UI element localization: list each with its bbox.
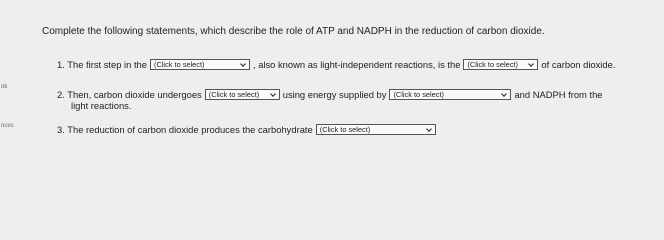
statement-1-dropdown-1[interactable]: (Click to select) — [150, 59, 250, 70]
chevron-down-icon — [240, 61, 247, 68]
statement-3-text-a: 3. The reduction of carbon dioxide produces the carbohydrate — [57, 124, 313, 135]
statement-3 — [57, 124, 439, 135]
statement-3-dropdown-1[interactable]: (Click to select) — [316, 124, 436, 135]
sidebar-item-ok[interactable]: ok — [1, 84, 8, 90]
statement-2-continuation: light reactions. — [71, 100, 132, 111]
statement-2-text-a: 2. Then, carbon dioxide undergoes — [57, 89, 202, 100]
chevron-down-icon — [270, 91, 277, 98]
chevron-down-icon — [528, 61, 535, 68]
statement-2 — [57, 89, 603, 100]
sidebar-item-nces[interactable]: nces — [1, 123, 14, 129]
statement-2-dropdown-2[interactable]: (Click to select) — [389, 89, 511, 100]
question-prompt: Complete the following statements, which describe the role of ATP and NADPH in the reduction of carbon dioxide. — [42, 26, 545, 37]
statement-2-text-c: and NADPH from the — [514, 89, 603, 100]
statement-1-text-b: , also known as light-independent reactions, is the — [252, 59, 461, 70]
statement-2-text-b: using energy supplied by — [282, 89, 387, 100]
statement-1-text-a: 1. The first step in the — [57, 59, 147, 70]
statement-1-dropdown-2[interactable]: (Click to select) — [463, 59, 538, 70]
chevron-down-icon — [501, 91, 508, 98]
statement-2-dropdown-1[interactable]: (Click to select) — [205, 89, 280, 100]
statement-1-text-c: of carbon dioxide. — [541, 59, 616, 70]
chevron-down-icon — [426, 126, 433, 133]
statement-1 — [57, 59, 615, 70]
